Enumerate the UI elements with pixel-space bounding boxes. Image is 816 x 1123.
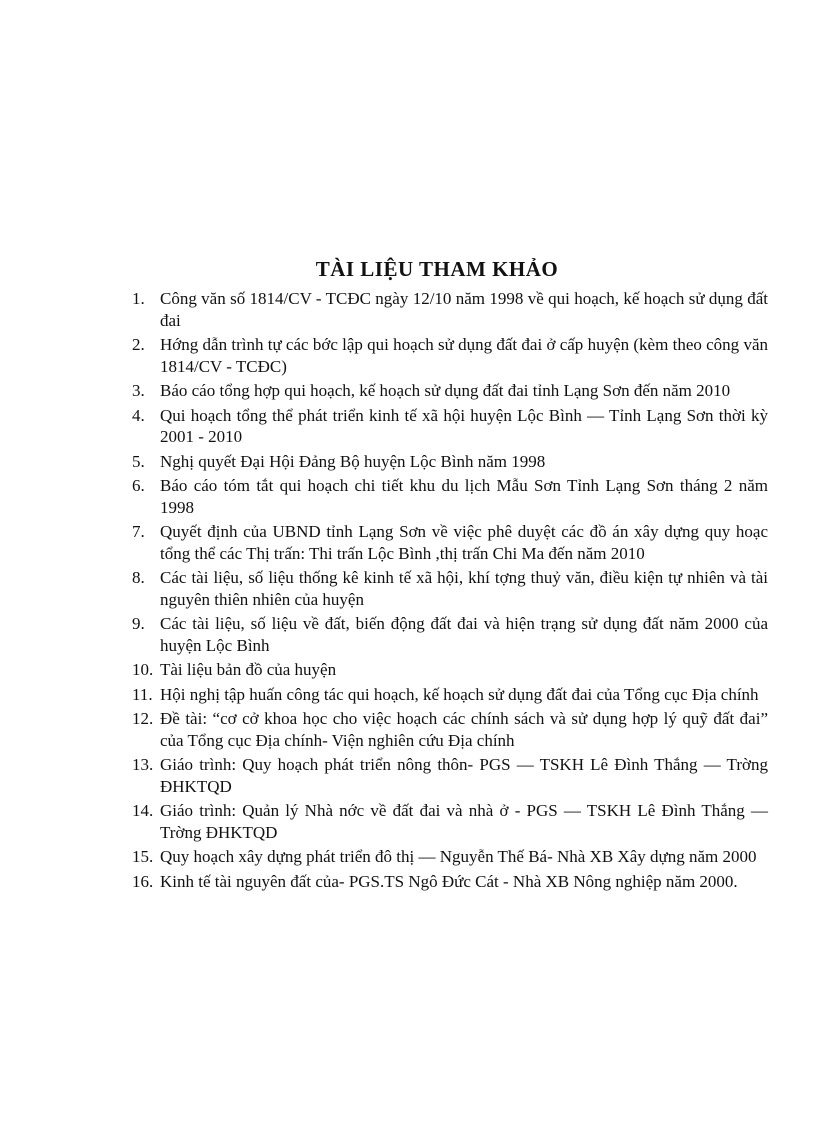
reference-text: Giáo trình: Quy hoạch phát triển nông thôn- PGS — TSKH Lê Đình Thắng — Trờng ĐHKTQD bbox=[160, 755, 768, 796]
reference-text: Quyết định của UBND tỉnh Lạng Sơn về việc phê duyệt các đồ án xây dựng quy hoạc tổng thể các Thị trấn: Thi trấn Lộc Bình ,thị trấn Chi Ma đến năm 2010 bbox=[160, 522, 768, 563]
list-item bbox=[132, 567, 768, 610]
list-item bbox=[132, 380, 768, 402]
reference-text: Giáo trình: Quản lý Nhà nớc về đất đai và nhà ở - PGS — TSKH Lê Đình Thắng — Trờng ĐHKTQD bbox=[160, 801, 768, 842]
reference-text: Hớng dẫn trình tự các bớc lập qui hoạch sử dụng đất đai ở cấp huyện (kèm theo công văn 1814/CV - TCĐC) bbox=[160, 335, 768, 376]
reference-text: Kinh tế tài nguyên đất của- PGS.TS Ngô Đức Cát - Nhà XB Nông nghiệp năm 2000. bbox=[160, 871, 738, 891]
reference-number: 10. bbox=[132, 660, 154, 679]
list-item bbox=[132, 334, 768, 377]
reference-text: Các tài liệu, số liệu về đất, biến động đất đai và hiện trạng sử dụng đất năm 2000 của huyện Lộc Bình bbox=[160, 614, 768, 655]
reference-number: 2. bbox=[132, 335, 145, 354]
list-item bbox=[132, 684, 768, 706]
reference-number: 8. bbox=[132, 568, 145, 587]
reference-number: 9. bbox=[132, 614, 145, 633]
list-item bbox=[132, 800, 768, 843]
list-item bbox=[132, 451, 768, 473]
reference-text: Tài liệu bản đồ của huyện bbox=[160, 660, 337, 679]
reference-text: Công văn số 1814/CV - TCĐC ngày 12/10 năm 1998 về qui hoạch, kế hoạch sử dụng đất đai bbox=[160, 289, 768, 330]
reference-number: 4. bbox=[132, 405, 145, 425]
reference-number: 7. bbox=[132, 522, 145, 541]
reference-number: 12. bbox=[132, 709, 154, 728]
reference-text: Báo cáo tổng hợp qui hoạch, kế hoạch sử dụng đất đai tỉnh Lạng Sơn đến năm 2010 bbox=[160, 381, 731, 400]
reference-text: Đề tài: “cơ cở khoa học cho việc hoạch các chính sách và sử dụng hợp lý quỹ đất đai” của Tổng cục Địa chính- Viện nghiên cứu Địa chính bbox=[160, 709, 768, 750]
list-item bbox=[132, 754, 768, 797]
list-item bbox=[132, 405, 768, 448]
reference-number: 6. bbox=[132, 476, 145, 495]
list-item bbox=[132, 521, 768, 564]
list-item bbox=[132, 846, 768, 868]
reference-text: Quy hoạch xây dựng phát triển đô thị — Nguyễn Thế Bá- Nhà XB Xây dựng năm 2000 bbox=[160, 847, 757, 866]
reference-number: 3. bbox=[132, 381, 145, 400]
page-title: TÀI LIỆU THAM KHẢO bbox=[315, 257, 559, 281]
reference-text: Các tài liệu, số liệu thống kê kinh tế xã hội, khí tợng thuỷ văn, điều kiện tự nhiên và tài nguyên thiên nhiên của huyện bbox=[160, 568, 768, 609]
reference-text: Qui hoạch tổng thể phát triển kinh tế xã hội huyện Lộc Bình — Tỉnh Lạng Sơn thời kỳ 2001 - 2010 bbox=[160, 405, 768, 446]
reference-number: 14. bbox=[132, 801, 154, 820]
list-item bbox=[132, 659, 768, 681]
list-item bbox=[132, 475, 768, 518]
reference-number: 11. bbox=[132, 684, 153, 704]
reference-number: 1. bbox=[132, 289, 145, 308]
list-item bbox=[132, 708, 768, 751]
list-item bbox=[132, 871, 768, 893]
list-item bbox=[132, 288, 768, 331]
reference-number: 5. bbox=[132, 451, 145, 471]
list-item bbox=[132, 613, 768, 656]
reference-text: Báo cáo tóm tắt qui hoạch chi tiết khu du lịch Mẫu Sơn Tỉnh Lạng Sơn tháng 2 năm 1998 bbox=[160, 476, 768, 517]
reference-text: Hội nghị tập huấn công tác qui hoạch, kế hoạch sử dụng đất đai của Tổng cục Địa chính bbox=[160, 684, 759, 704]
reference-list bbox=[132, 288, 768, 895]
reference-number: 15. bbox=[132, 847, 154, 866]
reference-text: Nghị quyết Đại Hội Đảng Bộ huyện Lộc Bình năm 1998 bbox=[160, 451, 546, 471]
reference-number: 16. bbox=[132, 871, 154, 891]
reference-number: 13. bbox=[132, 755, 154, 774]
